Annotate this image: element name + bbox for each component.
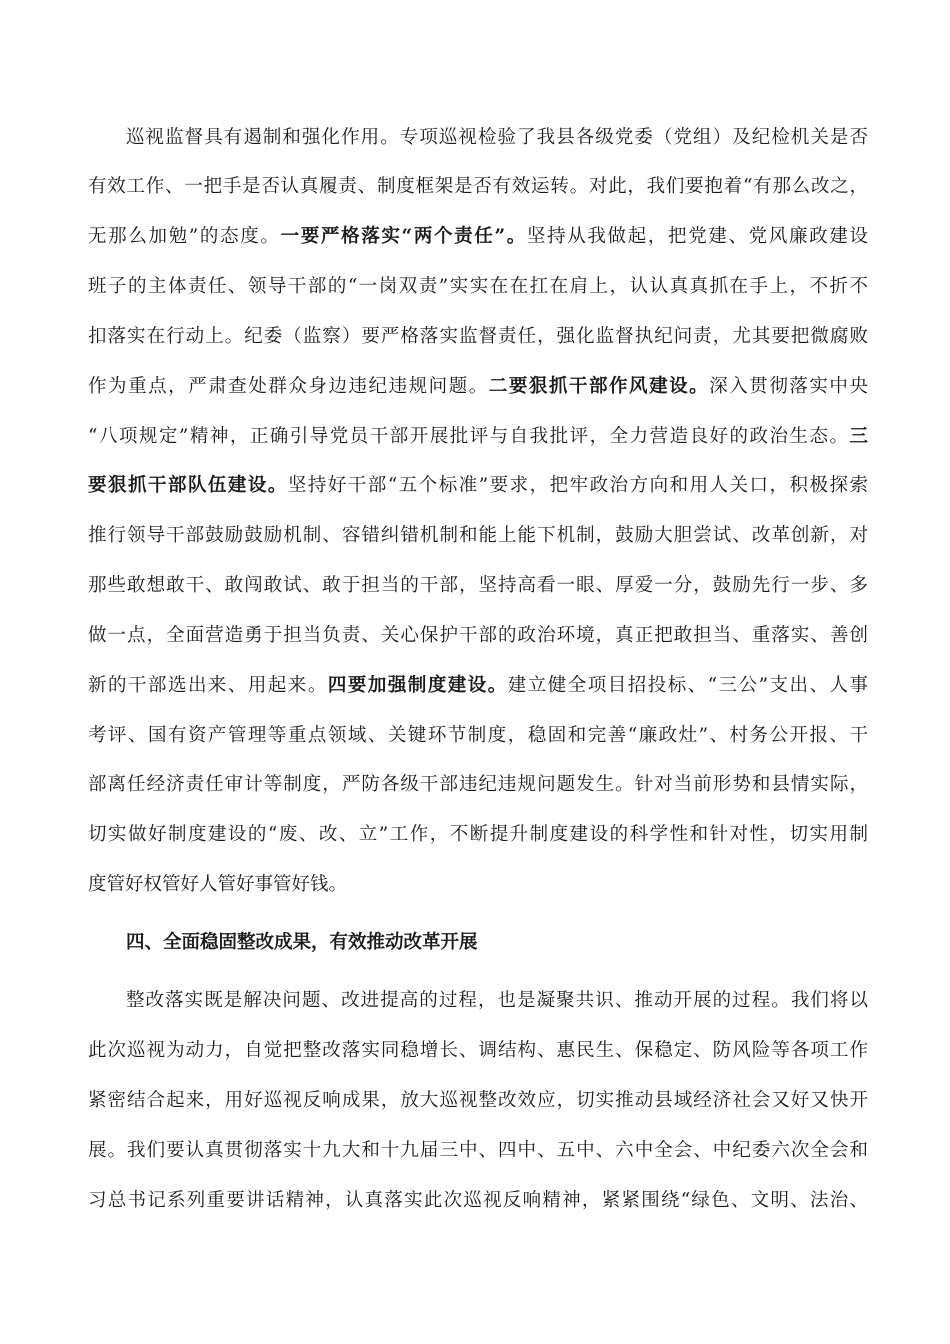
paragraph-1-line-1 bbox=[126, 121, 868, 155]
paragraph-2-line-1 bbox=[126, 984, 868, 1018]
paragraph-1-line-4 bbox=[88, 270, 868, 304]
text-run: 新的干部选出来、用起来。 bbox=[88, 675, 328, 696]
text-run: 班子的主体责任、领导干部的“一岗双责”实实在在扛在肩上，认认真真抓在手上，不折不 bbox=[88, 276, 868, 297]
paragraph-2-line-4 bbox=[88, 1134, 868, 1168]
paragraph-1-line-2 bbox=[88, 170, 868, 204]
text-run: 有效工作、一把手是否认真履责、制度框架是否有效运转。对此，我们要抱着“有那么改之， bbox=[88, 176, 868, 197]
bold-point-1: 一要严格落实“两个责任”。 bbox=[280, 226, 527, 247]
bold-point-4: 四要加强制度建设。 bbox=[327, 675, 508, 696]
text-run: 度管好权管好人管好事管好钱。 bbox=[88, 874, 348, 895]
text-run: 展。我们要认真贯彻落实十九大和十九届三中、四中、五中、六中全会、中纪委六次全会和 bbox=[88, 1140, 868, 1161]
text-run: 坚持从我做起，把党建、党风廉政建设 bbox=[526, 226, 868, 247]
paragraph-1-line-12 bbox=[88, 669, 868, 703]
text-run: 推行领导干部鼓励鼓励机制、容错纠错机制和能上能下机制，鼓励大胆尝试、改革创新，对 bbox=[88, 525, 868, 546]
paragraph-2-line-2 bbox=[88, 1034, 868, 1068]
text-run: 紧密结合起来，用好巡视反响成果，放大巡视整改效应，切实推动县域经济社会又好又快开 bbox=[88, 1090, 868, 1111]
text-run: 坚持好干部“五个标准”要求，把牢政治方向和用人关口，积极探索 bbox=[287, 475, 868, 496]
text-run: 此次巡视为动力，自觉把整改落实同稳增长、调结构、惠民生、保稳定、防风险等各项工作 bbox=[88, 1040, 868, 1061]
bold-point-2: 二要狠抓干部作风建设。 bbox=[488, 376, 710, 397]
paragraph-1-line-3 bbox=[88, 220, 868, 254]
text-run: 巡视监督具有遏制和强化作用。专项巡视检验了我县各级党委（党组）及纪检机关是否 bbox=[126, 127, 868, 148]
text-run: 部离任经济责任审计等制度，严防各级干部违纪违规问题发生。针对当前形势和县情实际， bbox=[88, 774, 868, 795]
bold-point-3: 要狠抓干部队伍建设。 bbox=[88, 475, 288, 496]
text-run: “八项规定”精神，正确引导党员干部开展批评与自我批评，全力营造良好的政治生态。 bbox=[88, 426, 850, 447]
paragraph-1-line-6 bbox=[88, 370, 868, 404]
paragraph-1-line-11 bbox=[88, 619, 868, 653]
text-run: 扣落实在行动上。纪委（监察）要严格落实监督责任，强化监督执纪问责，尤其要把微腐败 bbox=[88, 326, 868, 347]
paragraph-1-line-16 bbox=[88, 868, 868, 902]
paragraph-1-line-10 bbox=[88, 569, 868, 603]
paragraph-1-line-5 bbox=[88, 320, 868, 354]
text-run: 建立健全项目招投标、“三公”支出、人事 bbox=[507, 675, 868, 696]
paragraph-1-line-7 bbox=[88, 420, 868, 454]
text-run: 切实做好制度建设的“废、改、立”工作，不断提升制度建设的科学性和针对性，切实用制 bbox=[88, 824, 868, 845]
paragraph-1-line-14 bbox=[88, 768, 868, 802]
text-run: 深入贯彻落实中央 bbox=[709, 376, 868, 397]
text-run: 考评、国有资产管理等重点领域、关键环节制度，稳固和完善“廉政灶”、村务公开报、干 bbox=[88, 725, 868, 746]
paragraph-2-line-3 bbox=[88, 1084, 868, 1118]
paragraph-1-line-8 bbox=[88, 469, 868, 503]
paragraph-2-line-5 bbox=[88, 1184, 868, 1218]
paragraph-1-line-13 bbox=[88, 719, 868, 753]
text-run: 作为重点，严肃查处群众身边违纪违规问题。 bbox=[88, 376, 489, 397]
text-run: 那些敢想敢干、敢闯敢试、敢于担当的干部，坚持高看一眼、厚爱一分，鼓励先行一步、多 bbox=[88, 575, 868, 596]
paragraph-1-line-9 bbox=[88, 519, 868, 553]
bold-point-3-start: 三 bbox=[849, 426, 868, 447]
text-run: 做一点，全面营造勇于担当负责、关心保护干部的政治环境，真正把敢担当、重落实、善创 bbox=[88, 625, 868, 646]
text-run: 整改落实既是解决问题、改进提高的过程，也是凝聚共识、推动开展的过程。我们将以 bbox=[126, 990, 868, 1011]
text-run: 无那么加勉”的态度。 bbox=[88, 226, 281, 247]
paragraph-1-line-15 bbox=[88, 818, 868, 852]
section-heading: 四、全面稳固整改成果，有效推动改革开展 bbox=[126, 932, 478, 953]
text-run: 习总书记系列重要讲话精神，认真落实此次巡视反响精神，紧紧围绕“绿色、文明、法治、 bbox=[88, 1190, 868, 1211]
